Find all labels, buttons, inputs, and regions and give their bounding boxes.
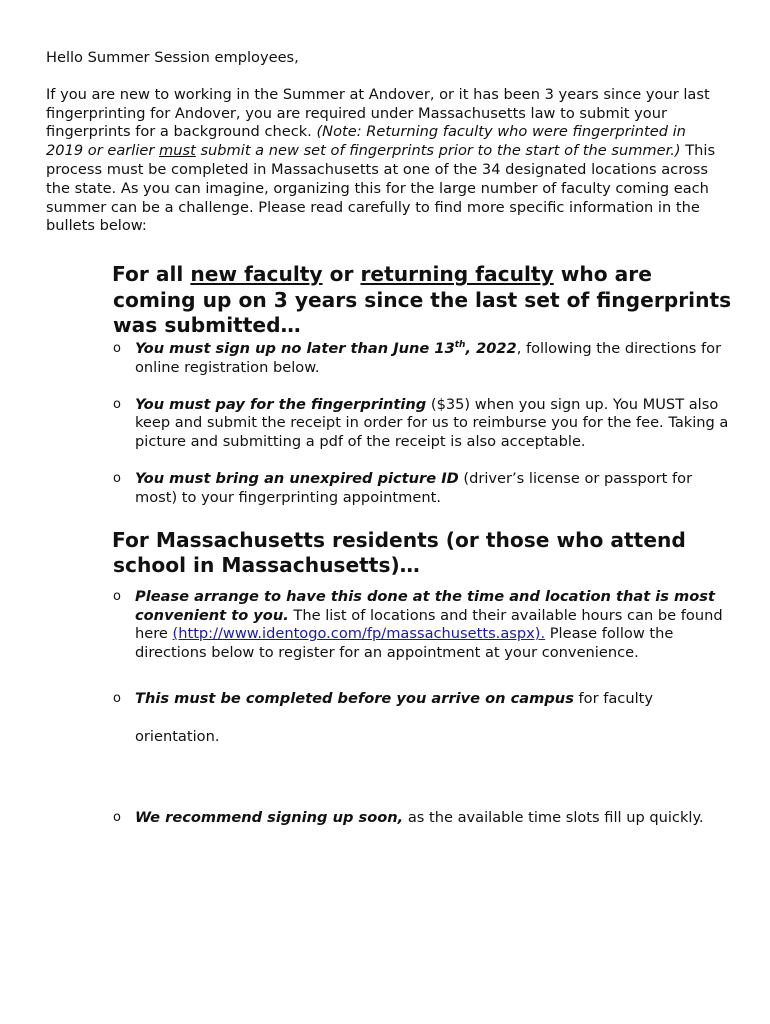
item-text: (driver’s license or passport for most) to your fingerprinting appointment. — [135, 469, 693, 506]
section-heading-new-faculty — [46, 262, 736, 339]
section-heading-massachusetts-residents — [46, 528, 736, 579]
heading-new-faculty: new faculty — [190, 262, 323, 287]
item-text: ($35) when you sign up. You MUST also keep and submit the receipt in order for us to reimburse you for the fee. Taking a picture and submitting a pdf of the receipt is also acceptable. — [135, 395, 729, 451]
intro-text: If you are new to working in the Summer at Andover, or it has been 3 years since your last fingerprinting for Andover, you are required under Massachusetts law to submit your fingerprints for a background check. — [46, 85, 710, 141]
item-bold: You must sign up no later than June 13 — [135, 339, 455, 357]
item-sup: th — [454, 340, 466, 351]
item-text-2: Please follow the directions below to register for an appointment at your convenience. — [135, 625, 674, 662]
intro-note-a: (Note: Returning faculty who were fingerprinted in 2019 or earlier — [46, 123, 686, 160]
list-item — [46, 588, 736, 663]
heading-text-b: or — [329, 262, 354, 287]
item-bold: You must bring an unexpired picture ID — [135, 469, 459, 487]
list-item — [46, 396, 736, 452]
heading-text: For Massachusetts residents (or those who attend school in Massachusetts)… — [112, 527, 686, 578]
heading-returning-faculty: returning faculty — [360, 262, 554, 287]
heading-text-a: For all — [112, 262, 184, 287]
intro-note-b: submit a new set of fingerprints prior to the start of the summer.) — [200, 142, 681, 160]
list-item — [46, 470, 736, 508]
item-text: The list of locations and their available hours can be found here — [135, 606, 723, 643]
section1-list — [46, 340, 736, 508]
item-bold: This must be completed before you arrive on campus — [135, 689, 574, 707]
heading-text-c: who are coming up on 3 years since the last set of fingerprints was submitted… — [113, 262, 732, 338]
bullet-icon: o — [113, 340, 121, 356]
item-comma: , — [397, 808, 404, 826]
document-body — [46, 49, 736, 837]
list-item — [46, 340, 736, 378]
bullet-icon: o — [113, 809, 121, 825]
bullet-icon: o — [113, 396, 121, 412]
item-bold-2: , 2022 — [465, 339, 517, 357]
item-text: for faculty orientation. — [135, 689, 653, 745]
section2-list — [46, 588, 736, 837]
item-text: as the available time slots fill up quickly. — [403, 808, 704, 826]
bullet-icon: o — [113, 470, 121, 486]
item-bold: You must pay for the fingerprinting — [135, 395, 427, 413]
intro-note-must: must — [159, 142, 196, 160]
bullet-icon: o — [113, 690, 121, 706]
greeting: Hello Summer Session employees, — [46, 49, 299, 66]
bullet-icon: o — [113, 588, 121, 604]
identogo-link[interactable]: (http://www.identogo.com/fp/massachusetts.aspx). — [172, 625, 546, 643]
list-item — [46, 799, 736, 837]
item-text: , following the directions for online registration below. — [135, 339, 722, 376]
item-bold: We recommend signing up soon — [135, 808, 398, 826]
item-bold: Please arrange to have this done at the time and location that is most convenient to you. — [135, 587, 715, 624]
intro-text-2: This process must be completed in Massachusetts at one of the 34 designated locations across the state. As you can imagine, organizing this for the large number of faculty coming each summer can be a challenge. Please read carefully to find more specific information in the bullets below: — [46, 142, 716, 235]
intro-paragraph — [46, 86, 726, 236]
list-item — [46, 680, 736, 756]
